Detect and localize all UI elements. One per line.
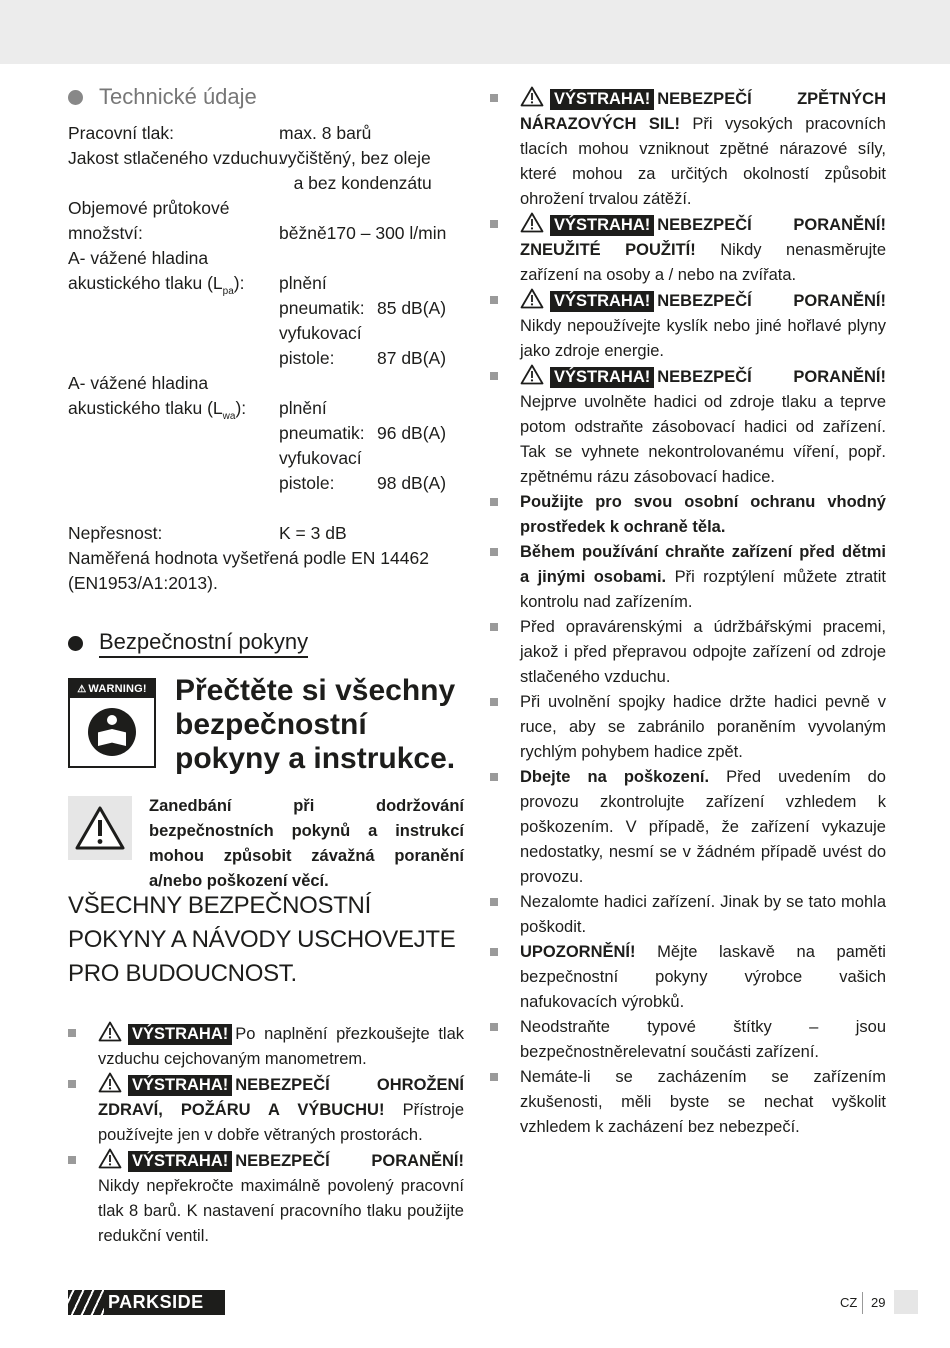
footer-divider: [862, 1292, 863, 1314]
spec-row: [68, 521, 464, 546]
spec-label: Naměřená hodnota vyšetřená podle EN 14462: [68, 548, 429, 568]
danger-note: [68, 794, 464, 888]
item-text: Nikdy nepřekročte maximálně povolený pracovní tlak 8 barů. K nastavení pracovního tlaku použijte redukční ventil.: [98, 1177, 464, 1245]
safety-item: [68, 1148, 464, 1249]
safety-item: [490, 1065, 886, 1140]
item-text: Nejprve uvolněte hadici od zdroje tlaku a teprve potom odstraňte zásobovací hadici od zařízení. Tak se vyhnete nekontrolovanému víření, popř. zpětnému rázu zásobovací hadice.: [520, 393, 886, 486]
spec-value: K = 3 dB: [279, 523, 347, 543]
warning-triangle-icon: [98, 1148, 122, 1169]
spec-label: Jakost stlačeného vzduchu:: [68, 148, 283, 168]
spec-level: 98 dB(A): [377, 473, 447, 493]
spec-value: pneumatik:: [279, 423, 365, 443]
item-emphasis: NEBEZPEČÍ ZPĚTNÝCH NÁRAZOVÝCH SIL!: [520, 90, 886, 133]
safety-item: [490, 1015, 886, 1065]
item-text: Nemáte-li se zacházením se zařízením zkušenosti, měli byste se nechat vyškolit vzhledem k zacházení bez nebezpečí.: [520, 1068, 886, 1136]
item-text: Neodstraňte typové štítky – jsou bezpečnostněrelevatní součásti zařízení.: [520, 1018, 886, 1061]
spec-row: [68, 446, 464, 471]
brand-name: PARKSIDE: [108, 1292, 204, 1312]
spec-label: Nepřesnost:: [68, 523, 163, 543]
spec-row: [68, 196, 464, 221]
parkside-logo: [68, 1290, 225, 1315]
spec-label: A- vážené hladina: [68, 373, 209, 393]
spec-row: [68, 471, 464, 496]
item-text: Při vysokých pracovních tlacích mohou vzniknout zpětné nárazové síly, které mohou za určitých okolností způsobit ohrožení trvalou zátěží.: [520, 115, 886, 208]
read-all-heading: Přečtěte si všechny bezpečnostní pokyny a instrukce.: [175, 674, 456, 775]
spec-row: [68, 271, 464, 296]
spec-value: pneumatik:: [279, 298, 365, 318]
item-text: Při rozptýlení můžete ztratit kontrolu nad zařízením.: [520, 568, 886, 611]
safety-item: [490, 288, 886, 364]
top-bar: [0, 0, 950, 64]
spec-label: množství:: [68, 223, 143, 243]
item-text: Nikdy nenasměrujte zařízení na osoby a / nebo na zvířata.: [520, 241, 886, 284]
spec-value: a bez kondenzátu: [279, 173, 432, 193]
spec-label: Pracovní tlak:: [68, 123, 175, 143]
spec-label: A- vážené hladina: [68, 248, 209, 268]
item-text: Nezalomte hadici zařízení. Jinak by se tato mohla poškodit.: [520, 893, 886, 936]
page-number: 29: [871, 1295, 886, 1310]
spec-value: pistole:: [279, 473, 335, 493]
spec-row: [68, 221, 464, 246]
spec-value: pistole:: [279, 348, 335, 368]
spec-row: [68, 371, 464, 396]
safety-item: [490, 540, 886, 615]
warning-badge: VÝSTRAHA!: [550, 215, 654, 236]
danger-text: Zanedbání při dodržování bezpečnostních pokynů a instrukcí mohou způsobit závažná poranění a/nebo poškození věcí.: [149, 797, 464, 890]
safety-heading: [68, 626, 464, 660]
safety-item: [490, 940, 886, 1015]
spec-row: [68, 421, 464, 446]
safety-item: [490, 212, 886, 288]
safety-item: [490, 890, 886, 940]
spec-label: (EN1953/A1:2013).: [68, 573, 218, 593]
right-column: [490, 86, 886, 1140]
item-emphasis: Použijte pro svou osobní ochranu vhodný prostředek k ochraně těla.: [520, 493, 886, 536]
warning-triangle-icon: [520, 288, 544, 309]
spec-value: vyfukovací: [279, 323, 362, 343]
warning-manual-sign-icon: [68, 678, 156, 768]
spec-value: běžně170 – 300 l/min: [279, 223, 447, 243]
safety-title: Bezpečnostní pokyny: [99, 629, 308, 658]
logo-stripes-icon: [68, 1290, 104, 1315]
read-manual-icon: [88, 708, 136, 756]
spec-row: [68, 171, 464, 196]
warning-badge: VÝSTRAHA!: [550, 291, 654, 312]
safety-item: [490, 615, 886, 690]
warning-badge: VÝSTRAHA!: [128, 1075, 232, 1096]
spec-row: [68, 246, 464, 271]
item-emphasis: NEBEZPEČÍ PORANĚNÍ!: [657, 292, 886, 310]
spec-value: plnění: [279, 273, 327, 293]
item-emphasis: NEBEZPEČÍ PORANĚNÍ!: [657, 368, 886, 386]
spec-label: Objemové průtokové: [68, 198, 230, 218]
tech-title: Technické údaje: [99, 84, 257, 109]
section-bullet-icon: [68, 636, 83, 651]
item-emphasis: NEBEZPEČÍ PORANĚNÍ!: [235, 1152, 464, 1170]
warning-triangle-icon: [520, 86, 544, 107]
spec-level: 85 dB(A): [377, 298, 447, 318]
spec-row: [68, 546, 464, 571]
safety-item: [490, 86, 886, 212]
spec-value: vyčištěný, bez oleje: [279, 148, 431, 168]
safety-item: [490, 364, 886, 490]
spec-value: max. 8 barů: [279, 123, 372, 143]
warning-badge: VÝSTRAHA!: [128, 1151, 232, 1172]
spec-label: akustického tlaku $(L_{pa})$:: [68, 273, 245, 297]
item-text: Nikdy nepoužívejte kyslík nebo jiné hořlavé plyny jako zdroje energie.: [520, 317, 886, 360]
item-text: Při uvolnění spojky hadice držte hadici pevně v ruce, aby se zabránilo poraněním vyvolaným rychlým pohybem hadice zpět.: [520, 693, 886, 761]
safety-item: [490, 490, 886, 540]
safety-item: [68, 1021, 464, 1072]
left-column: [68, 80, 464, 1249]
warning-badge: VÝSTRAHA!: [550, 367, 654, 388]
spec-level: 96 dB(A): [377, 423, 447, 443]
warning-triangle-icon: ⚠: [77, 683, 87, 695]
warning-badge: VÝSTRAHA!: [550, 89, 654, 110]
safety-list-left: [68, 1021, 464, 1249]
item-emphasis: NEBEZPEČÍ PORANĚNÍ! ZNEUŽITÉ POUŽITÍ!: [520, 216, 886, 259]
keep-instructions-text: VŠECHNY BEZPEČNOSTNÍ POKYNY A NÁVODY USCHOVEJTE PRO BUDOUCNOST.: [68, 892, 456, 987]
item-emphasis: NEBEZPEČÍ OHROŽENÍ ZDRAVÍ, POŽÁRU A VÝBUCHU!: [98, 1076, 464, 1119]
warning-triangle-icon: [98, 1021, 122, 1042]
safety-list-right: [490, 86, 886, 1140]
spec-row: [68, 321, 464, 346]
spec-row: [68, 121, 464, 146]
spec-row: [68, 296, 464, 321]
spec-row: [68, 496, 464, 521]
warning-badge: VÝSTRAHA!: [128, 1024, 232, 1045]
read-instructions-box: [68, 672, 464, 784]
spec-level: 87 dB(A): [377, 348, 447, 368]
tech-heading: [68, 80, 464, 114]
spec-row: [68, 346, 464, 371]
item-emphasis: Během používání chraňte zařízení před dětmi a jinými osobami.: [520, 543, 886, 586]
warning-triangle-icon: [98, 1072, 122, 1093]
danger-triangle-icon: [68, 796, 132, 860]
item-text: Před opravárenskými a údržbářskými pracemi, jakož i před přepravou odpojte zařízení od zdroje stlačeného vzduchu.: [520, 618, 886, 686]
safety-item: [490, 690, 886, 765]
item-text: Přístroje používejte jen v dobře větraných prostorách.: [98, 1101, 464, 1144]
page-tab-marker: [894, 1290, 918, 1314]
safety-item: [490, 765, 886, 890]
item-emphasis: UPOZORNĚNÍ!: [520, 943, 636, 961]
spec-row: [68, 396, 464, 421]
item-emphasis: Dbejte na poškození.: [520, 768, 710, 786]
spec-row: [68, 146, 464, 171]
item-text: Před uvedením do provozu zkontrolujte zařízení vzhledem k poškozením. V případě, že zařízení vykazuje nedostatky, nesmí se v žádném případě uvést do provozu.: [520, 768, 886, 886]
warning-triangle-icon: [520, 364, 544, 385]
spec-value: vyfukovací: [279, 448, 362, 468]
item-text: Mějte laskavě na paměti bezpečnostní pokyny výrobce vašich nafukovacích výrobků.: [520, 943, 886, 1011]
warning-triangle-icon: [520, 212, 544, 233]
spec-row: [68, 571, 464, 596]
item-text: Po naplnění přezkoušejte tlak vzduchu cejchovaným manometrem.: [98, 1025, 464, 1068]
spec-list: [68, 121, 464, 596]
spec-value: plnění: [279, 398, 327, 418]
section-bullet-icon: [68, 90, 83, 105]
spec-label: akustického tlaku $(L_{wa})$:: [68, 398, 247, 422]
safety-item: [68, 1072, 464, 1148]
language-code: CZ: [840, 1295, 858, 1310]
sign-label: WARNING!: [88, 683, 147, 695]
